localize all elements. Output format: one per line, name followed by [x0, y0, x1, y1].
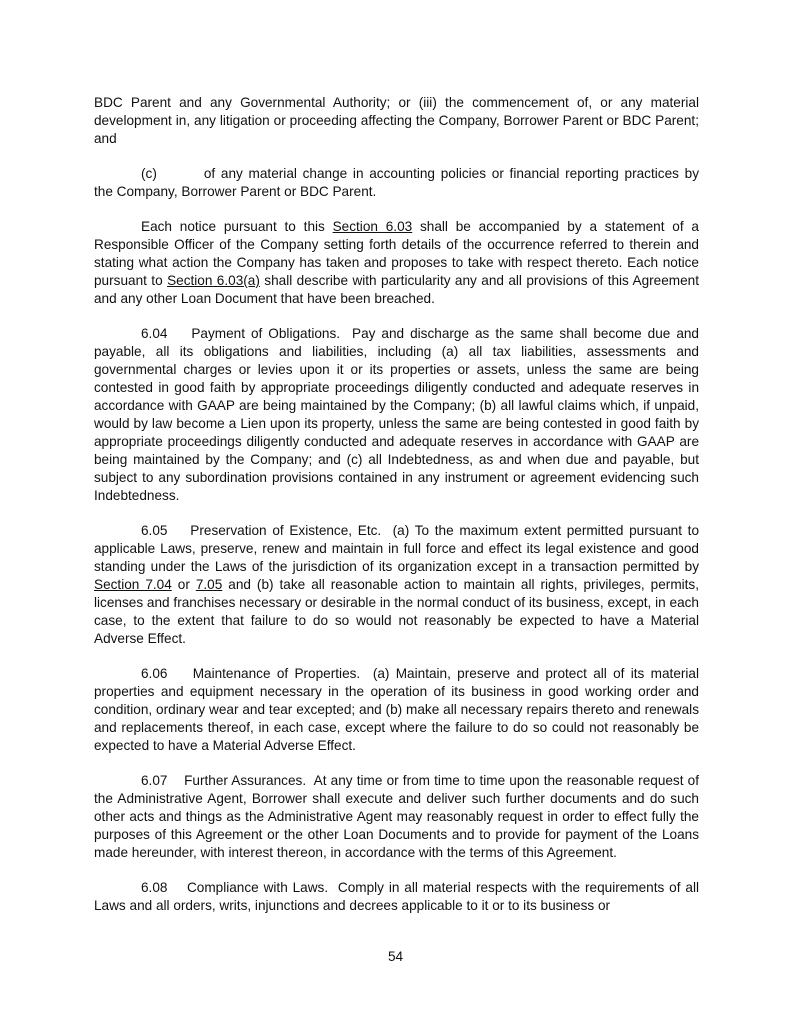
paragraph-clause-c — [94, 165, 699, 201]
section-reference: Section 6.03(a) — [167, 273, 260, 288]
section-number: 6.06 — [141, 666, 168, 681]
section-number: 6.08 — [141, 880, 168, 895]
section-text: At any time or from time to time upon the reasonable request of the Administrative Agent, Borrower shall execute and deliver such further documents and do such other acts and things as the Administrative Agent may reasonably request in order to effect fully the purposes of this Agreement or the other Loan Documents and to provide for payment of the Loans made hereunder, with interest thereon, in accordance with the terms of this Agreement. — [94, 773, 699, 860]
section-6-06 — [94, 665, 699, 755]
section-text: (a) Maintain, preserve and protect all of its material properties and equipment necessary in the operation of its business in good working order and condition, ordinary wear and tear excepted; and (b) make all necessary repairs thereto and renewals and replacements thereof, in each case, except where the failure to do so could not reasonably be expected to have a Material Adverse Effect. — [94, 666, 699, 753]
document-page — [94, 94, 699, 932]
clause-text: of any material change in accounting policies or financial reporting practices by the Company, Borrower Parent or BDC Parent. — [94, 166, 699, 199]
section-number: 6.04 — [141, 326, 168, 341]
section-6-05: 6.05 Preservation of Existence, Etc. (a) To the maximum extent permitted pursuant to applicable Laws, preserve, renew and maintain in full force and effect its legal existence and good standing under the Laws of the jurisdiction of its organization except in a transaction permitted by Section 7.04 or 7.05 and (b) take all reasonable action to maintain all rights, privileges, permits, licenses and franchises necessary or desirable in the normal conduct of its business, except, in each case, to the extent that failure to do so would not reasonably be expected to have a Material Adverse Effect. — [94, 523, 700, 646]
section-heading: Payment of Obligations. — [191, 326, 341, 341]
section-reference: Section 6.03 — [332, 219, 413, 234]
clause-label: (c) — [141, 166, 157, 181]
section-heading: Compliance with Laws. — [186, 880, 329, 895]
section-heading: Preservation of Existence, Etc. — [190, 523, 382, 538]
page-number: 54 — [387, 949, 404, 964]
section-6-04 — [94, 325, 699, 505]
section-text: Pay and discharge as the same shall become due and payable, all its obligations and liabilities, including (a) all tax liabilities, assessments and governmental charges or levies upon it or its properties or assets, unless the same are being contested in good faith by appropriate proceedings diligently conducted and adequate reserves in accordance with GAAP are being maintained by the Company; (b) all lawful claims which, if unpaid, would by law become a Lien upon its property, unless the same are being contested in good faith by appropriate proceedings diligently conducted and adequate reserves in accordance with GAAP are being maintained by the Company; and (c) all Indebtedness, as and when due and payable, but subject to any subordination provisions contained in any instrument or agreement evidencing such Indebtedness. — [94, 326, 699, 503]
section-6-08 — [94, 879, 699, 915]
section-reference: Section 7.04 — [94, 577, 172, 592]
section-heading: Further Assurances. — [184, 773, 307, 788]
section-number: 6.05 — [141, 523, 168, 538]
section-number: 6.07 — [141, 773, 168, 788]
section-heading: Maintenance of Properties. — [192, 666, 361, 681]
section-text: Comply in all material respects with the requirements of all Laws and all orders, writs, injunctions and decrees applicable to it or to its business or — [94, 880, 699, 913]
paragraph-continuation: BDC Parent and any Governmental Authority; or (iii) the commencement of, or any material development in, any litigation or proceeding affecting the Company, Borrower Parent or BDC Parent; and — [94, 95, 699, 146]
section-6-07 — [94, 772, 699, 862]
paragraph-notice: Each notice pursuant to this Section 6.03 shall be accompanied by a statement of a Responsible Officer of the Company setting forth details of the occurrence referred to therein and stating what action the Company has taken and proposes to take with respect thereto. Each notice pursuant to Section 6.03(a) shall describe with particularity any and all provisions of this Agreement and any other Loan Document that have been breached. — [94, 219, 699, 306]
section-reference: 7.05 — [195, 577, 223, 592]
